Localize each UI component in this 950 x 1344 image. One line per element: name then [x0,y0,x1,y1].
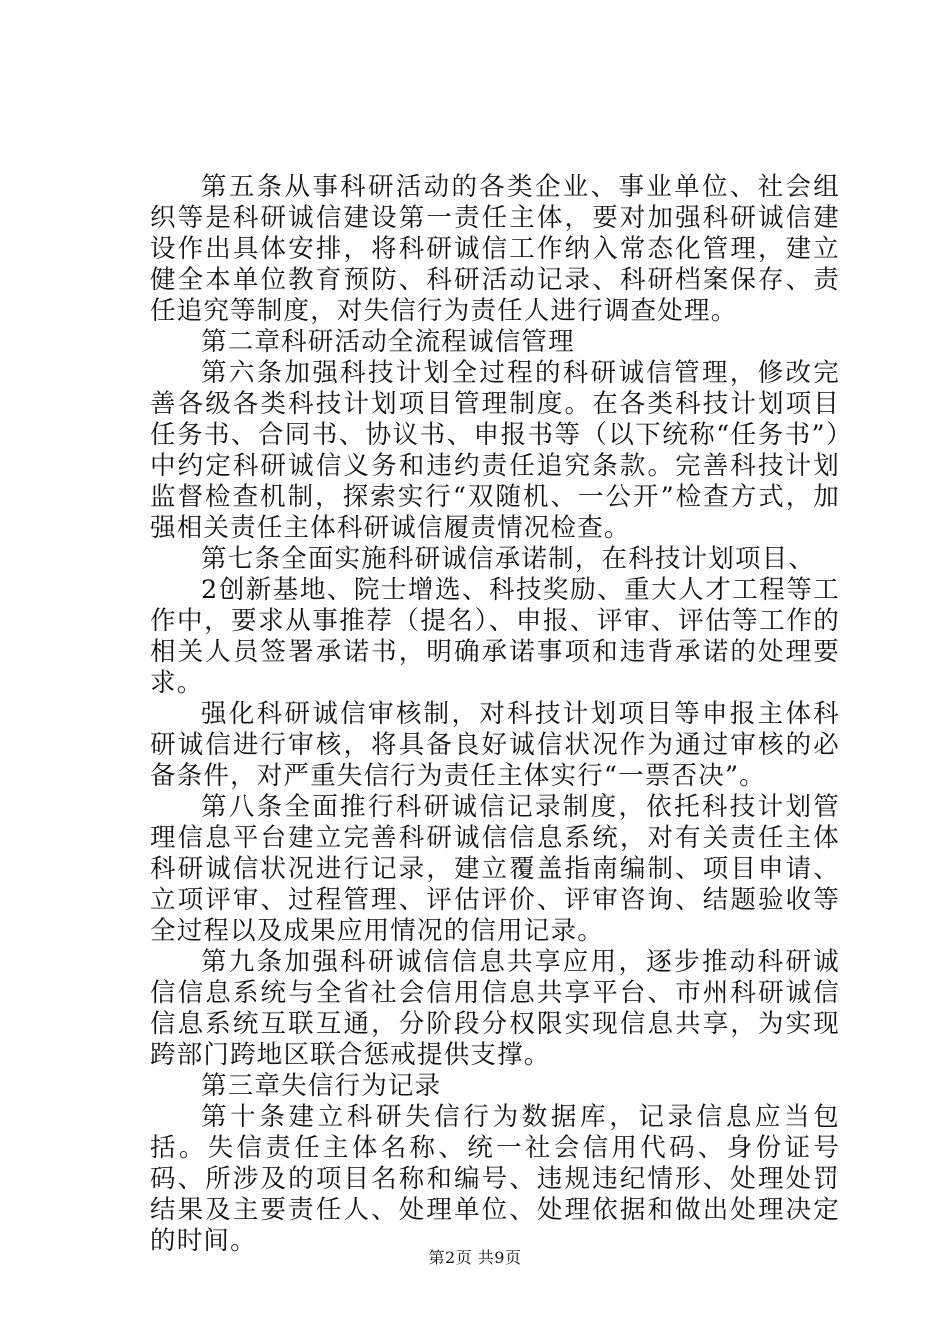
article-7-paragraph: 第七条全面实施科研诚信承诺制，在科技计划项目、 [201,544,816,574]
article-10-paragraph: 第十条建立科研失信行为数据库，记录信息应当包括。失信责任主体名称、统一社会信用代码、身份证号码、所涉及的项目名称和编号、违规违纪情形、处理处罚结果及主要责任人、处理单位、处理依据和做出处理决定的时间。 [150,1102,840,1256]
review-system-paragraph: 强化科研诚信审核制，对科技计划项目等申报主体科研诚信进行审核，将具备良好诚信状况作为通过审核的必备条件，对严重失信行为责任主体实行“一票否决”。 [150,699,840,791]
article-9-paragraph: 第九条加强科研诚信信息共享应用，逐步推动科研诚信信息系统与全省社会信用信息共享平台、市州科研诚信信息系统互联互通，分阶段分权限实现信息共享，为实现跨部门跨地区联合惩戒提供支撑。 [150,947,840,1070]
article-8-paragraph: 第八条全面推行科研诚信记录制度，依托科技计划管理信息平台建立完善科研诚信信息系统，对有关责任主体科研诚信状况进行记录，建立覆盖指南编制、项目申请、立项评审、过程管理、评估评价、评审咨询、结题验收等全过程以及成果应用情况的信用记录。 [150,792,840,946]
article-6-paragraph: 第六条加强科技计划全过程的科研诚信管理，修改完善各级各类科技计划项目管理制度。在各类科技计划项目任务书、合同书、协议书、申报书等（以下统称“任务书”）中约定科研诚信义务和违约责任追究条款。完善科技计划监督检查机制，探索实行“双随机、一公开”检查方式，加强相关责任主体科研诚信履责情况检查。 [150,358,840,543]
article-5-paragraph: 第五条从事科研活动的各类企业、事业单位、社会组织等是科研诚信建设第一责任主体，要对加强科研诚信建设作出具体安排，将科研诚信工作纳入常态化管理，建立健全本单位教育预防、科研活动记录、科研档案保存、责任追究等制度，对失信行为责任人进行调查处理。 [150,172,840,326]
page-number-footer: 第2页 共9页 [428,1248,522,1267]
article-7-continued-paragraph: 2创新基地、院士增选、科技奖励、重大人才工程等工作中，要求从事推荐（提名）、申报、评审、评估等工作的相关人员签署承诺书，明确承诺事项和违背承诺的处理要求。 [150,575,840,698]
chapter-2-heading: 第二章科研活动全流程诚信管理 [201,327,575,357]
document-body [150,172,840,1257]
chapter-3-heading: 第三章失信行为记录 [201,1071,442,1101]
